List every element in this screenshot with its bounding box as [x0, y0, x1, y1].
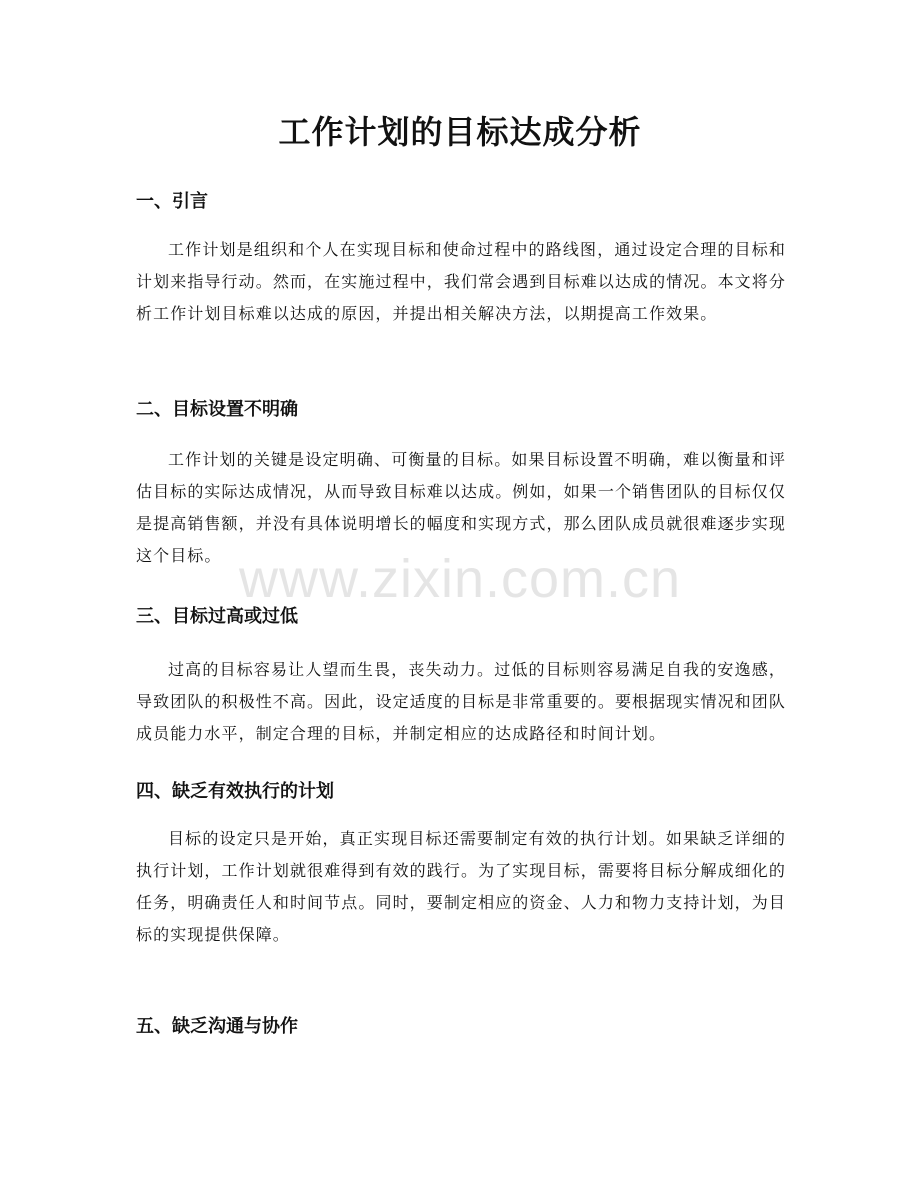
section-heading-communication: 五、缺乏沟通与协作 [136, 1016, 298, 1037]
section-heading-intro: 一、引言 [136, 191, 208, 212]
section-heading-goal-level: 三、目标过高或过低 [136, 606, 298, 627]
section-heading-unclear-goals: 二、目标设置不明确 [136, 399, 298, 420]
section-paragraph-unclear-goals: 工作计划的关键是设定明确、可衡量的目标。如果目标设置不明确，难以衡量和评估目标的实际达成情况，从而导致目标难以达成。例如，如果一个销售团队的目标仅仅是提高销售额，并没有具体说明增长的幅度和实现方式，那么团队成员就很难逐步实现这个目标。 [136, 450, 786, 565]
section-heading-execution-plan: 四、缺乏有效执行的计划 [136, 781, 334, 802]
watermark-text: www.zixin.com.cn [238, 549, 682, 609]
section-paragraph-intro: 工作计划是组织和个人在实现目标和使命过程中的路线图，通过设定合理的目标和计划来指导行动。然而，在实施过程中，我们常会遇到目标难以达成的情况。本文将分析工作计划目标难以达成的原因，并提出相关解决方法，以期提高工作效果。 [136, 240, 786, 323]
page-title: 工作计划的目标达成分析 [278, 113, 642, 151]
section-paragraph-goal-level: 过高的目标容易让人望而生畏，丧失动力。过低的目标则容易满足自我的安逸感，导致团队的积极性不高。因此，设定适度的目标是非常重要的。要根据现实情况和团队成员能力水平，制定合理的目标，并制定相应的达成路径和时间计划。 [136, 660, 786, 743]
section-paragraph-execution-plan: 目标的设定只是开始，真正实现目标还需要制定有效的执行计划。如果缺乏详细的执行计划，工作计划就很难得到有效的践行。为了实现目标，需要将目标分解成细化的任务，明确责任人和时间节点。同时，要制定相应的资金、人力和物力支持计划，为目标的实现提供保障。 [136, 829, 786, 944]
